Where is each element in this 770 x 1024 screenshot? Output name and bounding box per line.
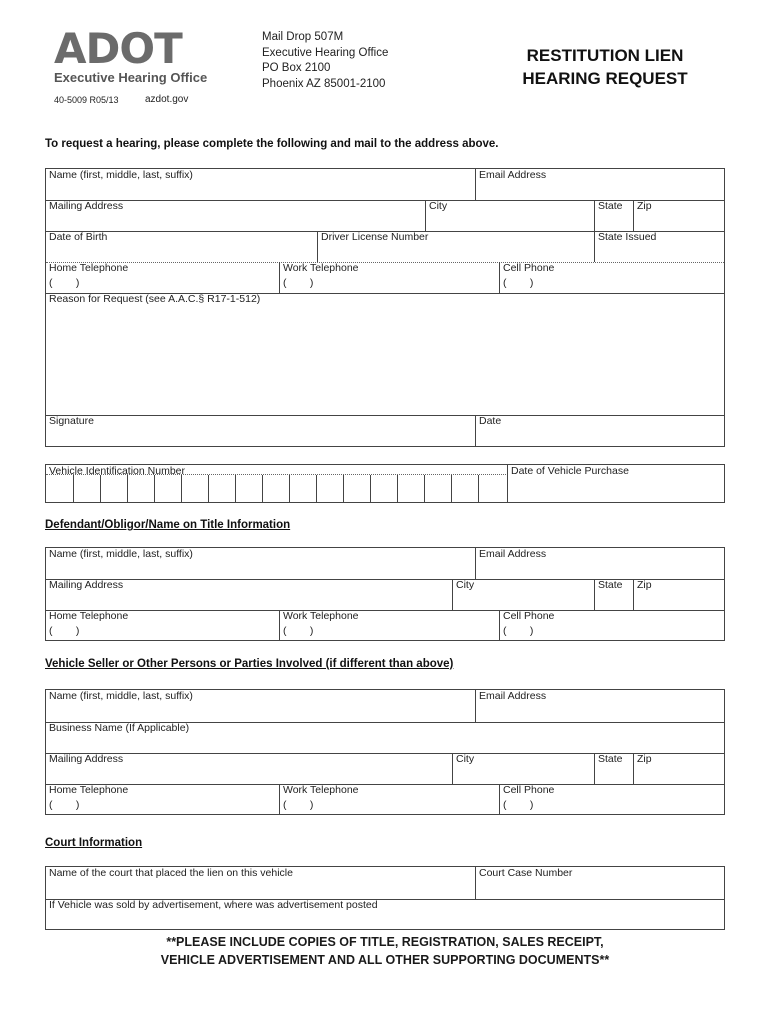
defendant-mailing-field[interactable]: Mailing Address [49,579,124,591]
date-of-birth-field[interactable]: Date of Birth [49,231,108,243]
defendant-email-field[interactable]: Email Address [479,548,547,560]
signature-date-field[interactable]: Date [479,415,502,427]
seller-home-parens: ( ) [49,799,80,811]
court-form [45,866,725,930]
seller-work-parens: ( ) [283,799,314,811]
notice-line: **PLEASE INCLUDE COPIES OF TITLE, REGISTRATION, SALES RECEIPT, [166,935,604,949]
mailing-address-field[interactable]: Mailing Address [49,200,124,212]
vehicle-info-form [45,464,725,503]
email-field[interactable]: Email Address [479,169,547,181]
home-phone-field[interactable]: Home Telephone [49,262,129,274]
court-name-field[interactable]: Name of the court that placed the lien on this vehicle [49,867,293,879]
court-section-title: Court Information [45,837,143,849]
driver-license-field[interactable]: Driver License Number [321,231,429,243]
supporting-documents-notice [40,933,730,969]
defendant-form [45,547,725,641]
logo-wordmark: ADOT [54,24,182,73]
zip-field[interactable]: Zip [637,200,652,212]
defendant-name-field[interactable]: Name (first, middle, last, suffix) [49,548,193,560]
defendant-cell-parens: ( ) [503,625,534,637]
defendant-home-phone-field[interactable]: Home Telephone [49,610,129,622]
defendant-work-parens: ( ) [283,625,314,637]
defendant-section-title: Defendant/Obligor/Name on Title Information [45,519,291,531]
home-phone-parens: ( ) [49,277,80,289]
title-line: HEARING REQUEST [522,69,688,88]
cell-phone-parens: ( ) [503,277,534,289]
requester-form [45,168,725,447]
address-line: Phoenix AZ 85001-2100 [262,77,386,90]
purchase-date-field[interactable]: Date of Vehicle Purchase [511,465,629,477]
form-title [500,44,710,90]
form-number: 40-5009 R05/13 [54,95,119,105]
defendant-work-phone-field[interactable]: Work Telephone [283,610,359,622]
address-line: PO Box 2100 [262,62,331,74]
cell-phone-field[interactable]: Cell Phone [503,262,555,274]
vin-field[interactable]: Vehicle Identification Number [49,465,185,477]
notice-line: VEHICLE ADVERTISEMENT AND ALL OTHER SUPPORTING DOCUMENTS** [160,953,610,967]
signature-field[interactable]: Signature [49,415,94,427]
state-issued-field[interactable]: State Issued [598,231,657,243]
address-line: Executive Hearing Office [262,46,389,59]
reason-for-request-field[interactable]: Reason for Request (see A.A.C.§ R17-1-512) [49,293,261,305]
work-phone-parens: ( ) [283,277,314,289]
seller-mailing-field[interactable]: Mailing Address [49,753,124,765]
logo-subtitle: Executive Hearing Office [54,70,208,85]
defendant-home-parens: ( ) [49,625,80,637]
advertisement-location-field[interactable]: If Vehicle was sold by advertisement, where was advertisement posted [49,899,378,911]
seller-section-title: Vehicle Seller or Other Persons or Parties Involved (if different than above) [45,658,454,670]
defendant-cell-phone-field[interactable]: Cell Phone [503,610,555,622]
city-field[interactable]: City [429,200,448,212]
seller-email-field[interactable]: Email Address [479,690,547,702]
work-phone-field[interactable]: Work Telephone [283,262,359,274]
business-name-field[interactable]: Business Name (If Applicable) [49,722,190,734]
seller-zip-field[interactable]: Zip [637,753,652,765]
seller-form [45,689,725,815]
seller-city-field[interactable]: City [456,753,475,765]
defendant-city-field[interactable]: City [456,579,475,591]
seller-home-phone-field[interactable]: Home Telephone [49,784,129,796]
instructions: To request a hearing, please complete the following and mail to the address above. [45,138,499,150]
website: azdot.gov [145,94,189,105]
adot-logo [54,24,214,86]
name-field[interactable]: Name (first, middle, last, suffix) [49,169,193,181]
defendant-zip-field[interactable]: Zip [637,579,652,591]
address-line: Mail Drop 507M [262,31,344,43]
title-line: RESTITUTION LIEN [526,46,684,65]
seller-state-field[interactable]: State [598,753,623,765]
seller-cell-parens: ( ) [503,799,534,811]
defendant-state-field[interactable]: State [598,579,623,591]
seller-cell-phone-field[interactable]: Cell Phone [503,784,555,796]
seller-name-field[interactable]: Name (first, middle, last, suffix) [49,690,193,702]
mailing-address-block [262,30,388,92]
court-case-number-field[interactable]: Court Case Number [479,867,573,879]
state-field[interactable]: State [598,200,623,212]
seller-work-phone-field[interactable]: Work Telephone [283,784,359,796]
